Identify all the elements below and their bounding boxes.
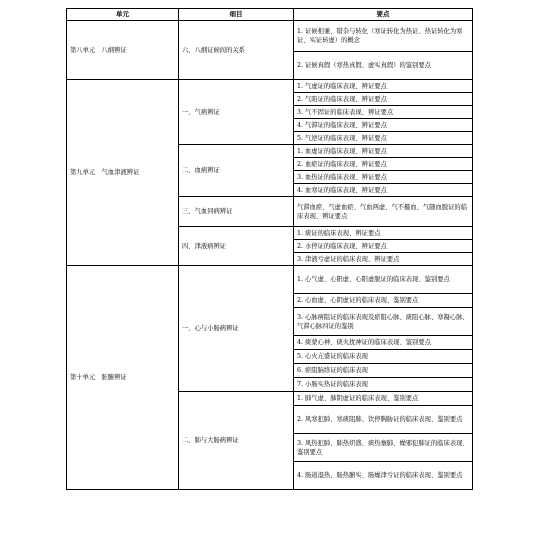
point-cell: 4. 痰蒙心神、痰火扰神证的临床表现、鉴别要点	[294, 336, 473, 350]
item-cell: 六、八纲证候间的关系	[179, 21, 294, 80]
point-cell: 1. 心气虚、心阳虚、心阳虚脱证的临床表现、鉴别要点	[294, 266, 473, 294]
point-cell: 2. 心血虚、心阴虚证的临床表现、鉴别要点	[294, 294, 473, 308]
table-row	[67, 266, 473, 294]
unit-cell: 第九单元 气血津液辨证	[67, 80, 179, 266]
unit-cell: 第八单元 八纲辨证	[67, 21, 179, 80]
item-cell: 一、气病辨证	[179, 80, 294, 145]
point-cell: 4. 血寒证的临床表现、辨证要点	[294, 184, 473, 197]
point-cell: 5. 心火亢盛证的临床表现	[294, 350, 473, 364]
point-cell: 5. 气逆证的临床表现、辨证要点	[294, 132, 473, 145]
point-cell: 6. 瘀阻脑络证的临床表现	[294, 364, 473, 378]
point-cell: 1. 肺气虚、肺阴虚证的临床表现、鉴别要点	[294, 392, 473, 406]
point-cell: 3. 津液亏虚证的临床表现、辨证要点	[294, 253, 473, 266]
point-cell: 4. 肠道湿热、肠热腑实、肠燥津亏证的临床表现、鉴别要点	[294, 462, 473, 490]
item-cell: 四、津液病辨证	[179, 227, 294, 266]
item-cell: 一、心与小肠病辨证	[179, 266, 294, 392]
point-cell: 1. 气虚证的临床表现、辨证要点	[294, 80, 473, 93]
point-cell: 2. 风寒犯肺、寒痰阻肺、饮停胸胁证的临床表现、鉴别要点	[294, 406, 473, 434]
point-cell: 2. 血瘀证的临床表现、辨证要点	[294, 158, 473, 171]
syllabus-table	[66, 8, 473, 490]
point-cell: 2. 水停证的临床表现、辨证要点	[294, 240, 473, 253]
point-cell: 3. 气不固证的临床表现、辨证要点	[294, 106, 473, 119]
header-item: 细目	[179, 9, 294, 21]
item-cell: 二、肺与大肠病辨证	[179, 392, 294, 490]
point-cell: 气滞血瘀、气虚血瘀、气血两虚、气不摄血、气随血脱证的临床表现、辨证要点	[294, 197, 473, 227]
point-cell: 3. 风热犯肺、肺热炽盛、痰热壅肺、燥邪犯肺证的临床表现、鉴别要点	[294, 434, 473, 462]
point-cell: 3. 血热证的临床表现、辨证要点	[294, 171, 473, 184]
point-cell: 2. 证候真假（寒热真假、虚实真假）的鉴别要点	[294, 52, 473, 80]
unit-cell: 第十单元 脏腑辨证	[67, 266, 179, 490]
table-row	[67, 80, 473, 93]
header-points: 要点	[294, 9, 473, 21]
point-cell: 1. 证候相兼、错杂与转化（寒证转化为热证、热证转化为寒证、实证转虚）的概念	[294, 21, 473, 52]
table-row	[67, 21, 473, 52]
point-cell: 2. 气陷证的临床表现、辨证要点	[294, 93, 473, 106]
table-header-row	[67, 9, 473, 21]
point-cell: 1. 血虚证的临床表现、辨证要点	[294, 145, 473, 158]
point-cell: 4. 气滞证的临床表现、辨证要点	[294, 119, 473, 132]
item-cell: 二、血病辨证	[179, 145, 294, 197]
header-unit: 单元	[67, 9, 179, 21]
point-cell: 7. 小肠实热证的临床表现	[294, 378, 473, 392]
point-cell: 3. 心脉痹阻证的临床表现及瘀阻心脉、痰阻心脉、寒凝心脉、气滞心脉四证的鉴别	[294, 308, 473, 336]
point-cell: 1. 痰证的临床表现、辨证要点	[294, 227, 473, 240]
item-cell: 三、气血同病辨证	[179, 197, 294, 227]
